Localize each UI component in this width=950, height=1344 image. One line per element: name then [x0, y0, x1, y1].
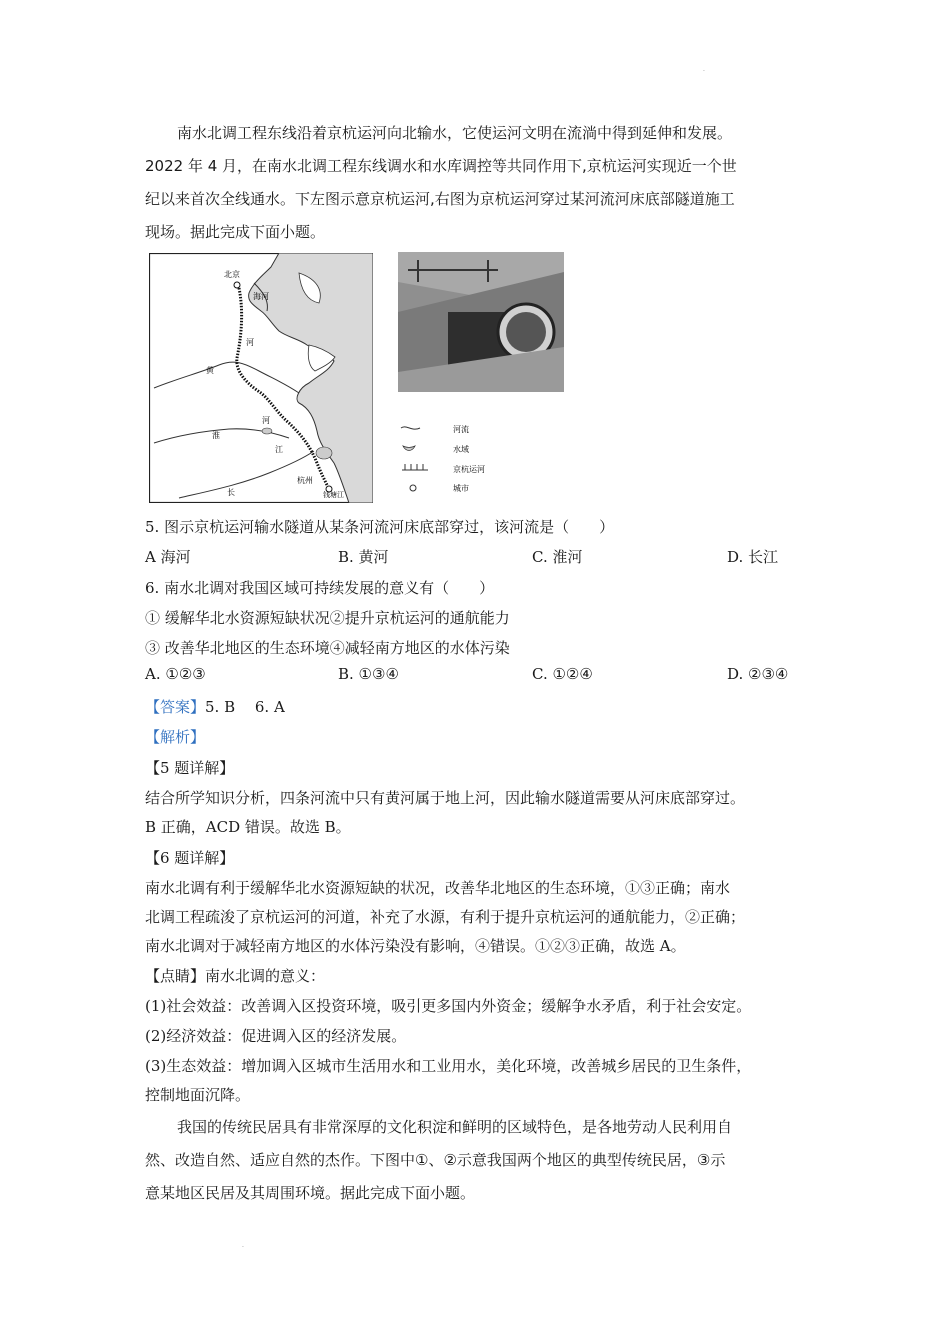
legend-river-label: 河流 [453, 425, 469, 434]
map-label-huai: 淮 [212, 431, 220, 440]
analysis-tag: 【解析】 [145, 728, 206, 746]
q5-option-b: B. 黄河 [338, 548, 389, 566]
tunnel-construction-photo [398, 252, 564, 392]
map-label-qiantangjiang: 钱塘江 [323, 491, 344, 499]
q6-items-1: ① 缓解华北水资源短缺状况②提升京杭运河的通航能力 [145, 609, 510, 627]
q5-stem: 5. 图示京杭运河输水隧道从某条河流河床底部穿过，该河流是（ ） [145, 518, 615, 536]
intro1-line-2: 2022 年 4 月，在南水北调工程东线调水和水库调控等共同作用下,京杭运河实现近一个世 [145, 157, 737, 175]
intro1-line-1: 南水北调工程东线沿着京杭运河向北输水，它使运河文明在流淌中得到延伸和发展。 [177, 124, 733, 142]
q5-option-c: C. 淮河 [532, 548, 583, 566]
map-label-he-1: 河 [246, 338, 254, 347]
legend-city-label: 城市 [453, 484, 469, 493]
map-label-chang: 长 [227, 488, 235, 497]
legend-city-icon [410, 485, 416, 491]
map-label-jiang: 江 [275, 445, 283, 454]
answer-line [145, 696, 285, 717]
intro1-line-4: 现场。据此完成下面小题。 [145, 223, 326, 241]
q6-option-c: C. ①②④ [532, 665, 593, 683]
d5-line-1: 结合所学知识分析，四条河流中只有黄河属于地上河，因此输水隧道需要从河床底部穿过。 [145, 789, 746, 807]
map-label-haihe: 海河 [253, 292, 269, 301]
map-label-beijing: 北京 [224, 270, 240, 279]
q6-items-2: ③ 改善华北地区的生态环境④减轻南方地区的水体污染 [145, 639, 510, 657]
q6-stem: 6. 南水北调对我国区域可持续发展的意义有（ ） [145, 579, 495, 597]
note-line-2: (2)经济效益：促进调入区的经济发展。 [145, 1027, 407, 1045]
note-line-1: (1)社会效益：改善调入区投资环境，吸引更多国内外资金；缓解争水矛盾，利于社会安定。 [145, 997, 752, 1015]
note-line-4: 控制地面沉降。 [145, 1086, 251, 1104]
q5-option-d: D. 长江 [727, 548, 779, 566]
legend-canal-label: 京杭运河 [453, 465, 485, 474]
d6-line-2: 北调工程疏浚了京杭运河的河道，补充了水源，有利于提升京杭运河的通航能力，②正确； [145, 908, 746, 926]
intro2-line-3: 意某地区民居及其周围环境。据此完成下面小题。 [145, 1184, 476, 1202]
map-label-hangzhou: 杭州 [297, 476, 313, 485]
legend-water-label: 水域 [453, 445, 469, 454]
q6-option-b: B. ①③④ [338, 665, 399, 683]
d5-title: 【5 题详解】 [145, 759, 235, 777]
note-title: 【点睛】南水北调的意义： [145, 967, 326, 985]
d6-line-1: 南水北调有利于缓解华北水资源短缺的状况，改善华北地区的生态环境，①③正确；南水 [145, 879, 731, 897]
legend-river-icon [401, 427, 420, 429]
q5-option-a: A 海河 [145, 548, 191, 566]
page-mark-top: . [703, 66, 705, 73]
d6-line-3: 南水北调对于减轻南方地区的水体污染没有影响，④错误。①②③正确，故选 A。 [145, 937, 686, 955]
q6-option-a: A. ①②③ [145, 665, 206, 683]
map-label-huang: 黄 [206, 366, 214, 375]
note-line-3: (3)生态效益：增加调入区城市生活用水和工业用水，美化环境，改善城乡居民的卫生条件， [145, 1057, 752, 1075]
map-legend [398, 418, 518, 500]
answer-tag: 【答案】 [145, 698, 206, 716]
map-label-he-2: 河 [262, 416, 270, 425]
q6-option-d: D. ②③④ [727, 665, 789, 683]
intro2-line-2: 然、改造自然、适应自然的杰作。下图中①、②示意我国两个地区的典型传统民居，③示 [145, 1151, 726, 1169]
grand-canal-map [149, 253, 373, 503]
d6-title: 【6 题详解】 [145, 849, 235, 867]
legend-water-icon [403, 446, 415, 451]
answer-text: 5. B 6. A [205, 698, 285, 716]
intro2-line-1: 我国的传统民居具有非常深厚的文化积淀和鲜明的区域特色，是各地劳动人民利用自 [177, 1118, 733, 1136]
intro1-line-3: 纪以来首次全线通水。下左图示意京杭运河,右图为京杭运河穿过某河流河床底部隧道施工 [145, 190, 735, 208]
page-mark-bottom: . [242, 1242, 244, 1249]
d5-line-2: B 正确，ACD 错误。故选 B。 [145, 818, 351, 836]
